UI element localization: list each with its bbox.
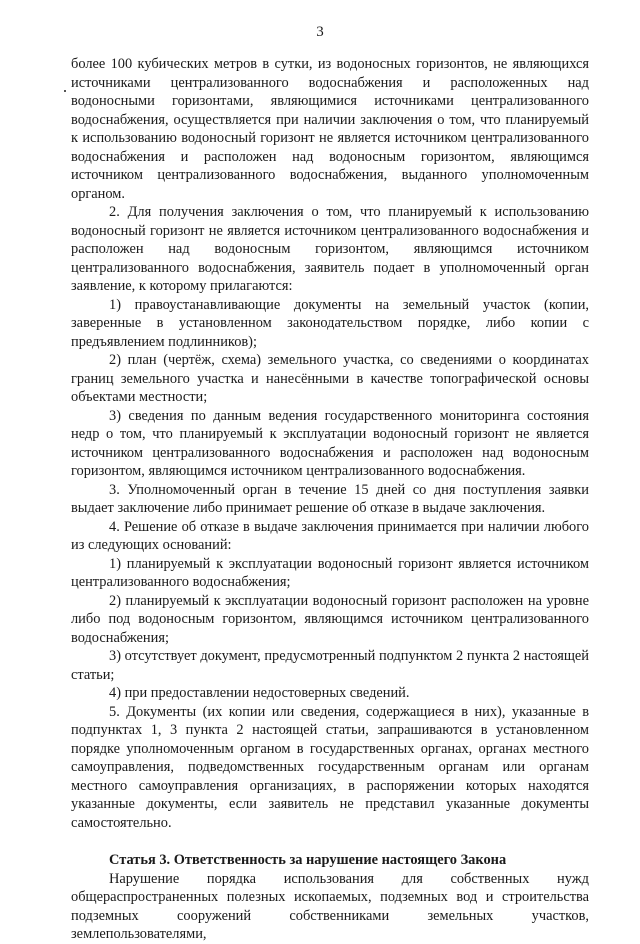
paragraph-subitem-2-2: 2) план (чертёж, схема) земельного участка, со сведениями о координатах границ земельного участка и нанесёнными в качестве топографической основы объектами местности; [71,352,589,405]
paragraph-item-5: 5. Документы (их копии или сведения, содержащиеся в них), указанные в подпунктах 1, 3 пункта 2 настоящей статьи, запрашиваются в установленном порядке уполномоченным органом в государственных органах, органах местного самоуправления, подведомственных государственным органам или органам местного самоуправления организациях, в распоряжении которых находятся указанные документы, если заявитель не представил указанные документы самостоятельно. [71,703,589,831]
paragraph-item-2: 2. Для получения заключения о том, что планируемый к использованию водоносный горизонт не является источником централизованного водоснабжения и расположен над водоносным горизонтом, являющимся источником централизованного водоснабжения, заявитель подает в уполномоченный орган заявление, к которому прилагаются: [71,204,589,294]
paragraph-subitem-2-3: 3) сведения по данным ведения государственного мониторинга состояния недр о том, что планируемый к эксплуатации водоносный горизонт не является источником централизованного водоснабжения и расположен над водоносным горизонтом, являющимся источником централизованного водоснабжения. [71,407,589,479]
paragraph-subitem-4-4: 4) при предоставлении недостоверных сведений. [109,685,410,701]
paragraph-subitem-4-1: 1) планируемый к эксплуатации водоносный горизонт является источником централизованного водоснабжения; [71,555,589,590]
paragraph-subitem-4-2: 2) планируемый к эксплуатации водоносный горизонт расположен на уровне либо под водоносным горизонтом, являющимся источником централизованного водоснабжения; [71,592,589,646]
margin-mark [64,90,66,92]
page-number: 3 [316,24,324,40]
paragraph-item-3: 3. Уполномоченный орган в течение 15 дней со дня поступления заявки выдает заключение либо принимает решение об отказе в выдаче заключения. [71,481,589,516]
paragraph-subitem-4-3: 3) отсутствует документ, предусмотренный подпунктом 2 пункта 2 настоящей статьи; [71,648,589,683]
paragraph-item-4: 4. Решение об отказе в выдаче заключения принимается при наличии любого из следующих оснований: [71,518,589,553]
paragraph-continuation: более 100 кубических метров в сутки, из водоносных горизонтов, не являющихся источниками централизованного водоснабжения и расположенных над водоносными горизонтами, являющимися источниками централизованного водоснабжения, осуществляется при наличии заключения о том, что планируемый к использованию водоносный горизонт не является источником централизованного водоснабжения и расположен над водоносным горизонтом, являющимся источником централизованного водоснабжения, выданного уполномоченным органом. [71,56,589,202]
article-heading: Статья 3. Ответственность за нарушение настоящего Закона [109,852,507,868]
document-body [71,55,589,944]
paragraph-subitem-2-1: 1) правоустанавливающие документы на земельный участок (копии, заверенные в установленном законодательством порядке, либо копии с предъявлением подлинников); [71,296,589,350]
article-paragraph: Нарушение порядка использования для собственных нужд общераспространенных полезных ископаемых, подземных вод и строительства подземных сооружений собственниками земельных участков, землепользователями, [71,870,589,942]
